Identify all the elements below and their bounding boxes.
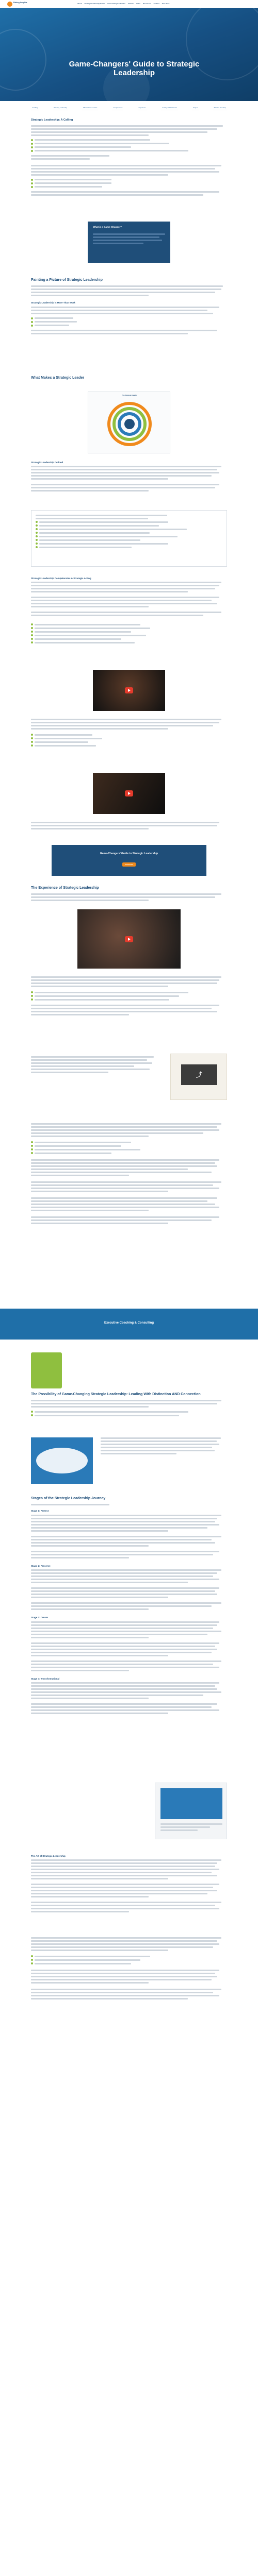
section-text (31, 1989, 227, 1999)
check-icon (31, 741, 33, 743)
section-text-block (31, 1123, 227, 1226)
section-heading: What Makes a Strategic Leader (31, 376, 85, 380)
section-text (31, 1504, 227, 1505)
stage-sidebar-image (155, 1783, 227, 1839)
checklist (31, 1411, 227, 1416)
check-icon (31, 734, 33, 736)
section-experience (31, 886, 227, 903)
band-heading: Executive Coaching & Consulting (104, 1321, 154, 1325)
section-text (31, 307, 227, 314)
check-icon (36, 543, 38, 545)
checklist (31, 734, 227, 747)
check-icon (31, 998, 33, 1001)
section-heading: Stages of the Strategic Leadership Journey (31, 1497, 106, 1500)
check-icon (31, 634, 33, 636)
section-text-block (31, 1056, 160, 1113)
section-text (31, 466, 227, 480)
section-subheading: Strategic Leadership Defined (31, 461, 63, 464)
check-icon (31, 186, 33, 188)
tab-experience[interactable]: Experience (138, 106, 147, 110)
check-icon (31, 1962, 33, 1964)
check-icon (31, 1145, 33, 1147)
hero-banner (0, 8, 258, 101)
checklist (31, 179, 227, 188)
video-player[interactable] (77, 909, 181, 969)
nav-item-series[interactable]: Strategic Leadership Series (84, 3, 105, 5)
main-nav (77, 3, 232, 6)
tab-next-step[interactable]: Take the Next Step (213, 106, 227, 110)
check-icon (31, 1955, 33, 1957)
section-text (31, 1884, 227, 1897)
check-icon (31, 1414, 33, 1416)
check-icon (36, 528, 38, 530)
section-text (31, 1181, 227, 1192)
guide-cta-box (52, 845, 206, 876)
tab-competencies[interactable]: Competencies (112, 106, 124, 110)
section-text (31, 1569, 227, 1583)
check-icon (31, 991, 33, 993)
section-text (31, 285, 227, 296)
section-text-block (31, 822, 227, 831)
diagram-title: The Strategic Leader (122, 394, 137, 396)
checklist (31, 1141, 227, 1154)
section-text (31, 1703, 227, 1714)
possibility-image (31, 1352, 62, 1388)
nav-item-articles[interactable]: Articles (128, 3, 134, 5)
play-icon[interactable] (125, 687, 133, 693)
tab-distinction[interactable]: Leading with Distinction (161, 106, 178, 110)
section-text (31, 1515, 227, 1532)
section-text-block (31, 719, 227, 748)
nav-item-free-book[interactable]: Free Book (162, 3, 170, 5)
check-icon (36, 546, 38, 548)
exec-coaching-band (0, 1309, 258, 1340)
tab-what-makes[interactable]: What Makes a Leader (82, 106, 98, 110)
callout-game-changer (88, 222, 170, 263)
check-icon (31, 139, 33, 141)
check-icon (31, 146, 33, 148)
section-text (31, 1859, 227, 1879)
stage-heading: Stage 1: Protect (31, 1510, 49, 1513)
cta-heading: Game-Changers' Guide to Strategic Leadership (100, 852, 158, 855)
video-player[interactable] (93, 670, 165, 711)
nav-item-contact[interactable]: Contact (153, 3, 159, 5)
check-icon (36, 524, 38, 527)
play-icon[interactable] (125, 790, 133, 796)
check-icon (31, 182, 33, 184)
check-icon (31, 143, 33, 145)
checklist (31, 317, 227, 327)
logo-mark-icon (7, 2, 12, 7)
tab-stages[interactable]: Stages (192, 106, 199, 110)
section-text (31, 1123, 227, 1137)
section-text-block (101, 1437, 227, 1484)
section-heading: Painting a Picture of Strategic Leadership (31, 278, 103, 282)
section-text (31, 1602, 227, 1610)
section-text (31, 1159, 227, 1176)
caption-text (160, 1823, 222, 1833)
section-stages (31, 1497, 227, 1716)
section-text (31, 1056, 160, 1073)
section-text (31, 155, 227, 160)
section-text (31, 484, 227, 492)
callout-heading: What is a Game-Changer? (93, 226, 122, 228)
section-text (31, 597, 227, 607)
check-icon (31, 737, 33, 739)
section-subheading: Strategic Leadership Competencies & Strategic Acting (31, 577, 91, 580)
section-heading: The Possibility of Game-Changing Strategic Leadership: Leading With Distinction AND Connection (31, 1392, 201, 1396)
download-button[interactable]: Download (122, 862, 136, 867)
site-header (0, 0, 258, 8)
section-text (31, 822, 227, 829)
section-text (31, 1660, 227, 1671)
section-text (31, 191, 227, 196)
page-title: Game-Changers' Guide to Strategic Leadership (69, 60, 200, 78)
check-icon (31, 995, 33, 997)
section-text (31, 1902, 227, 1912)
section-text (31, 1551, 227, 1558)
section-text (31, 1400, 227, 1408)
nav-item-video[interactable]: Video (136, 3, 141, 5)
check-icon (31, 321, 33, 323)
check-icon (31, 627, 33, 629)
section-text (31, 976, 227, 987)
check-icon (31, 325, 33, 327)
section-text-block (31, 976, 227, 1017)
section-defined (31, 461, 227, 493)
content-box (31, 510, 227, 567)
section-text (31, 1197, 227, 1211)
section-text (31, 719, 227, 730)
checklist (36, 515, 223, 550)
play-icon[interactable] (125, 936, 133, 942)
check-icon (36, 539, 38, 541)
card-graphic-icon (36, 1448, 88, 1473)
tab-picturing[interactable]: Picturing Leadership (53, 106, 68, 110)
check-icon (36, 532, 38, 534)
section-text (31, 1937, 227, 1951)
nav-item-resources[interactable]: Resources (143, 3, 151, 5)
check-icon (31, 150, 33, 152)
section-text (31, 1682, 227, 1699)
check-icon (31, 317, 33, 319)
video-player[interactable] (93, 773, 165, 814)
section-long-content (31, 1937, 227, 2576)
check-icon (31, 1959, 33, 1961)
section-heading: The Experience of Strategic Leadership (31, 886, 99, 890)
tab-calling[interactable]: A Calling (31, 106, 39, 110)
section-heading: Strategic Leadership: A Calling (31, 118, 73, 122)
section-text (31, 1536, 227, 1547)
image-block-icon (160, 1788, 222, 1819)
section-possibility (31, 1352, 227, 1418)
leader-wheel-icon (88, 397, 171, 454)
section-text (31, 1005, 227, 1015)
checklist (31, 1955, 227, 1964)
check-icon (31, 1411, 33, 1413)
section-competencies (31, 577, 227, 618)
logo-text: Eaking Insights (13, 2, 27, 4)
section-tabs (31, 106, 227, 110)
section-text (31, 1642, 227, 1656)
section-text (31, 582, 227, 592)
site-logo[interactable] (7, 2, 28, 7)
check-icon (36, 535, 38, 537)
section-text (31, 330, 227, 334)
check-icon (31, 638, 33, 640)
callout-text (88, 233, 170, 244)
section-art (31, 1855, 227, 1914)
stage-heading: Stage 4: Transformational (31, 1677, 60, 1680)
hero-decor-circle (0, 29, 46, 91)
nav-item-guides[interactable]: Game-Changers' Guides (107, 3, 126, 5)
nav-item-about[interactable]: About (77, 3, 82, 5)
stage-heading: Stage 2: Preserve (31, 1564, 51, 1567)
section-what-makes (31, 376, 227, 380)
section-subheading: Strategic Leadership is More Than Work (31, 301, 75, 304)
section-text (31, 893, 227, 901)
quote-card (31, 1437, 93, 1484)
checklist (31, 991, 227, 1001)
check-icon (31, 1141, 33, 1143)
section-text (31, 1216, 227, 1224)
stage-heading: Stage 3: Create (31, 1616, 48, 1619)
there-sign-image (170, 1054, 227, 1100)
section-text (31, 1587, 227, 1598)
check-icon (31, 641, 33, 643)
checklist (31, 623, 227, 670)
section-text (101, 1437, 227, 1454)
section-text (31, 612, 227, 616)
sign-graphic-icon: ⤴ (181, 1064, 217, 1085)
section-text (31, 165, 227, 176)
section-text (31, 125, 227, 136)
check-icon (31, 179, 33, 181)
section-text (31, 1621, 227, 1638)
section-text (31, 1970, 227, 1984)
check-icon (36, 521, 38, 523)
leader-diagram (88, 392, 170, 453)
checklist (31, 139, 227, 152)
section-picture (31, 278, 227, 336)
section-calling (31, 118, 227, 197)
stage-heading: The Art of Strategic Leadership (31, 1855, 66, 1857)
check-icon (31, 744, 33, 747)
check-icon (31, 1152, 33, 1154)
check-icon (31, 631, 33, 633)
check-icon (31, 1148, 33, 1150)
check-icon (31, 623, 33, 625)
